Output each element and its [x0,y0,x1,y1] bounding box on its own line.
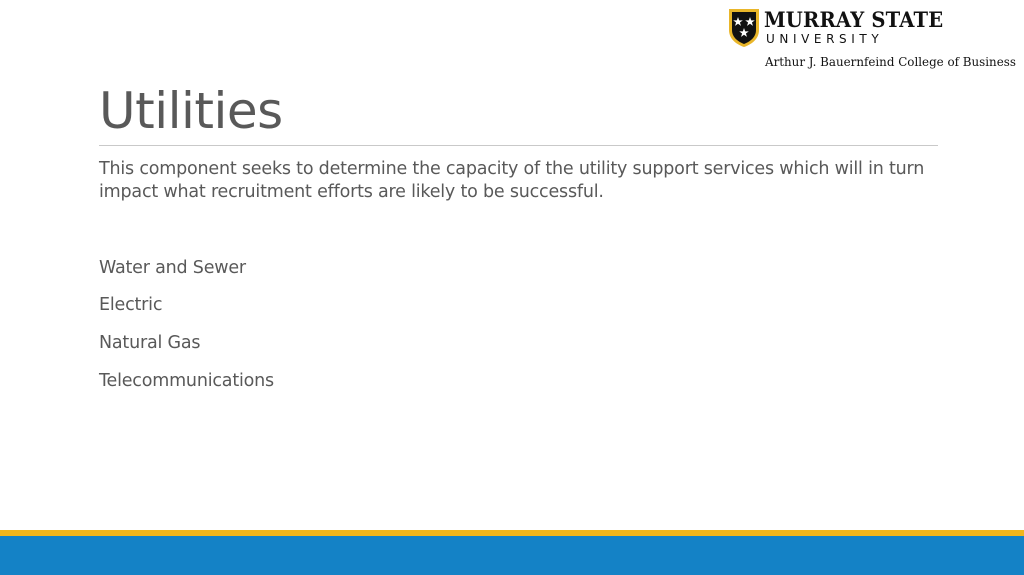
slide-title: Utilities [99,82,283,140]
list-item-natural-gas: Natural Gas [99,333,201,353]
murray-state-logo [726,6,1016,70]
list-item-electric: Electric [99,295,163,315]
intro-text-line-1: This component seeks to determine the capacity of the utility support services which will in turn [99,159,925,179]
list-item-telecommunications: Telecommunications [99,371,274,391]
logo-college-name: Arthur J. Bauernfeind College of Business [765,54,1016,69]
shield-crest-icon [728,8,760,48]
list-item-water-sewer: Water and Sewer [99,258,246,278]
footer-blue-band [0,536,1024,575]
intro-text-line-2: impact what recruitment efforts are likely to be successful. [99,182,604,202]
logo-wordmark: MURRAY STATE [764,7,944,32]
title-divider [99,145,938,146]
logo-university-label: UNIVERSITY [766,32,884,46]
